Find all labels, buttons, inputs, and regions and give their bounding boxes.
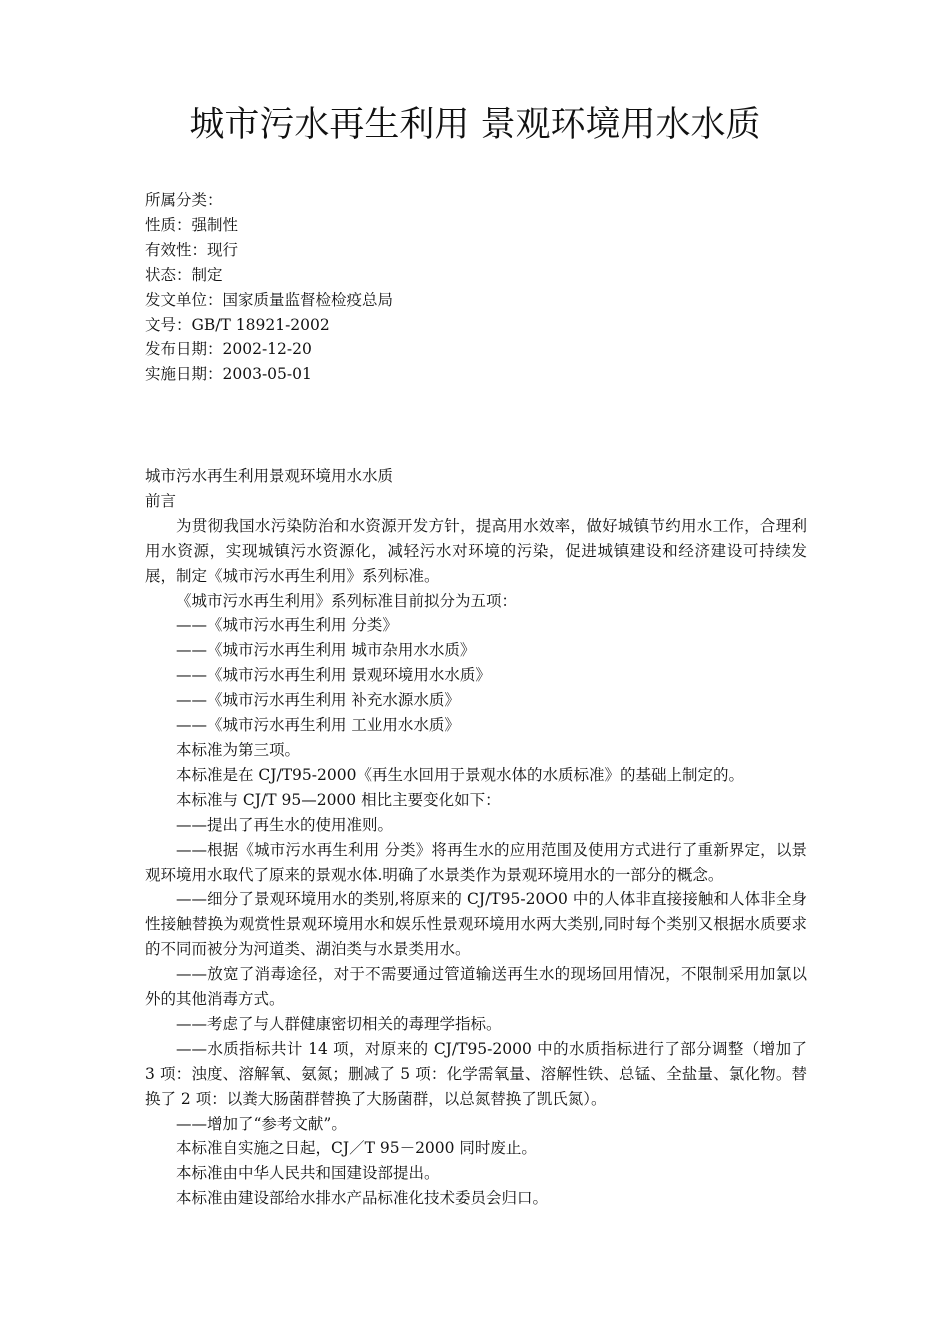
list-item: ——细分了景观环境用水的类别,将原来的 CJ/T95-20O0 中的人体非直接接触和人体非全身性接触替换为观赏性景观环境用水和娱乐性景观环境用水两大类别,同时每个类别又根据水质要求的不同而被分为河道类、湖泊类与水景类用水。 bbox=[145, 890, 807, 959]
paragraph: 本标准是在 CJ/T95-2000《再生水回用于景观水体的水质标准》的基础上制定的。 bbox=[176, 765, 744, 784]
document-body bbox=[145, 464, 807, 1211]
paragraph: 本标准与 CJ/T 95—2000 相比主要变化如下： bbox=[176, 790, 501, 809]
meta-nature: 性质：强制性 bbox=[145, 215, 239, 234]
list-item: ——《城市污水再生利用 景观环境用水水质》 bbox=[176, 666, 491, 685]
list-item: ——放宽了消毒途径，对于不需要通过管道输送再生水的现场回用情况，不限制采用加氯以外的其他消毒方式。 bbox=[145, 965, 807, 1009]
document-title: 城市污水再生利用 景观环境用水水质 bbox=[189, 105, 761, 145]
body-heading: 城市污水再生利用景观环境用水水质 bbox=[145, 467, 394, 485]
meta-status: 状态：制定 bbox=[145, 265, 223, 284]
list-item: ——根据《城市污水再生利用 分类》将再生水的应用范围及使用方式进行了重新界定，以景观环境用水取代了原来的景观水体.明确了水景类作为景观环境用水的一部分的概念。 bbox=[145, 840, 807, 884]
foreword-label: 前言 bbox=[145, 491, 177, 510]
document-metadata bbox=[145, 188, 815, 387]
paragraph: 本标准由中华人民共和国建设部提出。 bbox=[176, 1164, 440, 1183]
list-item: ——考虑了与人群健康密切相关的毒理学指标。 bbox=[176, 1014, 502, 1033]
list-item: ——水质指标共计 14 项，对原来的 CJ/T95-2000 中的水质指标进行了部分调整（增加了 3 项：浊度、溶解氧、氨氮；删减了 5 项：化学需氧量、溶解性铁、总锰、全盐量、氯化物。替换了 2 项：以粪大肠菌群替换了大肠菌群，以总氮替换了凯氏氮）。 bbox=[145, 1039, 807, 1108]
list-item: ——《城市污水再生利用 补充水源水质》 bbox=[176, 691, 460, 710]
meta-effective-date: 实施日期：2003-05-01 bbox=[145, 365, 312, 384]
paragraph: 《城市污水再生利用》系列标准目前拟分为五项： bbox=[176, 591, 518, 610]
list-item: ——《城市污水再生利用 工业用水水质》 bbox=[176, 716, 460, 735]
list-item: ——《城市污水再生利用 城市杂用水水质》 bbox=[176, 641, 476, 660]
meta-doc-number: 文号：GB/T 18921-2002 bbox=[145, 315, 330, 334]
paragraph: 为贯彻我国水污染防治和水资源开发方针，提高用水效率，做好城镇节约用水工作，合理利用水资源，实现城镇污水资源化，减轻污水对环境的污染，促进城镇建设和经济建设可持续发展，制定《城市污水再生利用》系列标准。 bbox=[145, 516, 807, 585]
paragraph: 本标准由建设部给水排水产品标准化技术委员会归口。 bbox=[176, 1189, 549, 1208]
meta-publish-date: 发布日期：2002-12-20 bbox=[145, 340, 312, 359]
list-item: ——增加了“参考文献”。 bbox=[176, 1114, 347, 1133]
list-item: ——提出了再生水的使用准则。 bbox=[176, 815, 394, 834]
paragraph: 本标准为第三项。 bbox=[176, 740, 301, 759]
paragraph: 本标准自实施之日起，CJ／T 95－2000 同时废止。 bbox=[176, 1139, 537, 1158]
meta-validity: 有效性：现行 bbox=[145, 240, 239, 259]
meta-issuer: 发文单位：国家质量监督检检疫总局 bbox=[145, 290, 394, 309]
meta-category: 所属分类： bbox=[145, 191, 223, 209]
list-item: ——《城市污水再生利用 分类》 bbox=[176, 616, 398, 635]
